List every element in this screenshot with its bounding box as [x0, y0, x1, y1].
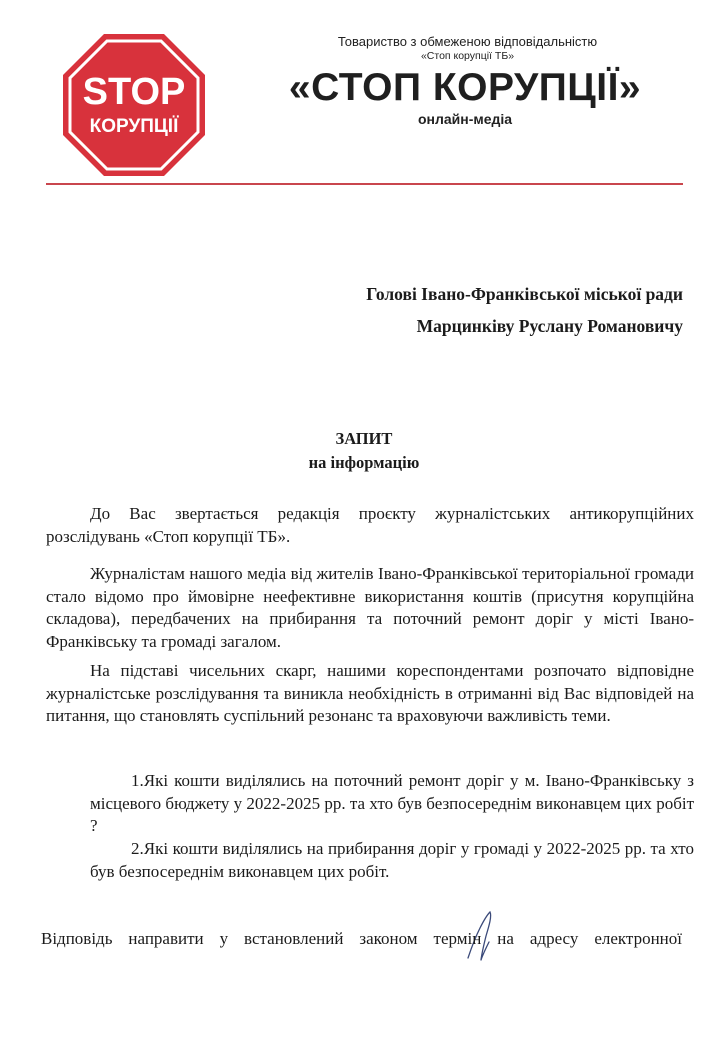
brand-title: «СТОП КОРУПЦІЇ»	[288, 66, 642, 109]
org-name: Товариство з обмеженою відповідальністю	[337, 34, 598, 49]
org-short-name: «Стоп корупції ТБ»	[420, 50, 515, 62]
paragraph-intro	[46, 503, 694, 548]
response-instruction: Відповідь направити у встановлений законом термін на адресу електронної	[41, 929, 682, 948]
paragraph-background-text: Журналістам нашого медіа від жителів Івано-Франківської територіальної громади стало відомо про ймовірне неефективне використання коштів (присутня корупційна складова), передбачених на прибирання та поточний ремонт доріг у місті Івано-Франківську та громаді загалом.	[46, 564, 694, 651]
logo-word-stop: STOP	[82, 71, 186, 113]
stop-sign-icon	[61, 32, 207, 178]
logo-word-corruption: КОРУПЦІЇ	[89, 116, 179, 137]
addressee-name: Марцинківу Руслану Романовичу	[416, 316, 683, 336]
question-1	[90, 770, 694, 838]
paragraph-request	[46, 660, 694, 728]
paragraph-intro-text: До Вас звертається редакція проєкту журналістських антикорупційних розслідувань «Стоп корупції ТБ».	[46, 504, 694, 546]
letterhead-divider	[46, 183, 683, 185]
document-subtitle: на інформацію	[308, 453, 420, 472]
addressee-position: Голові Івано-Франківської міської ради	[366, 284, 683, 304]
question-2	[90, 838, 694, 883]
question-2-text: 2.Які кошти виділялись на прибирання доріг у громаді у 2022-2025 рр. та хто був безпосереднім виконавцем цих робіт.	[90, 839, 694, 881]
document-title: ЗАПИТ	[335, 429, 393, 448]
paragraph-background	[46, 563, 694, 653]
brand-subtitle: онлайн-медіа	[417, 111, 513, 127]
stop-sign-logo	[61, 32, 207, 178]
question-1-text: 1.Які кошти виділялись на поточний ремонт доріг у м. Івано-Франківську з місцевого бюджету у 2022-2025 рр. та хто був безпосереднім виконавцем цих робіт ?	[90, 771, 694, 835]
paragraph-request-text: На підставі чисельних скарг, нашими кореспондентами розпочато відповідне журналістське розслідування та виникла необхідність в отриманні від Вас відповідей на питання, що становлять суспільний резонанс та враховуючи важливість теми.	[46, 661, 694, 725]
